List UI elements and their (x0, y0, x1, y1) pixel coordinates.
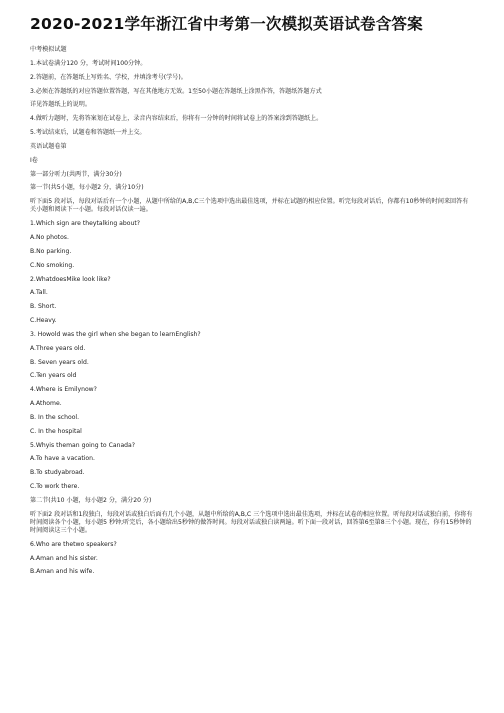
text-line: A.No photos. (30, 233, 69, 241)
text-line: B. Short. (30, 303, 57, 311)
text-line: C. In the hospital (30, 427, 82, 435)
text-line: 英语试题卷第 (30, 142, 67, 150)
text-line: 1.Which sign are theytalking about? (30, 220, 140, 228)
text-line: A.Aman and his sister. (30, 554, 98, 562)
page-title: 2020-2021学年浙江省中考第一次模拟英语试卷含答案 (30, 15, 423, 33)
text-line: C.Heavy. (30, 317, 57, 325)
text-line: 听下面2 段对话和1段独白，每段对话或独白后面有几个小题，从题中所给的A,B,C 三个选项中选出最佳选项，并标在试卷的相应位置。听每段对话或独白前，你将有时间阅读各个小题，每小题5 秒钟;听完后，各小题给出5秒钟的做答时间。每段对话或独白读两遍。听下面一段对话，回答第6至第8三个小题。现在，你有15秒钟的时间阅读这三个小题。 (30, 510, 473, 534)
text-line: 3. Howold was the girl when she began to learnEnglish? (30, 330, 201, 338)
text-line: B. In the school. (30, 413, 80, 421)
text-line: 5.考试结束后，试题卷和答题纸一并上交。 (30, 129, 146, 137)
text-line: 第二节(共10 小题，每小题2 分，满分20 分) (30, 497, 152, 504)
text-line: B. Seven years old. (30, 358, 89, 366)
text-line: B.Aman and his wife. (30, 568, 95, 576)
text-line: 2.答题前，在答题纸上写姓名、学校，并填涂考号(学号)。 (30, 73, 187, 81)
text-line: 第一部分听力(共两节，满分30分) (30, 170, 122, 178)
text-line: 5.Whyis theman going to Canada? (30, 441, 136, 449)
text-line: 1.本试卷满分120 分，考试时间100分钟。 (30, 59, 147, 67)
text-line: B.No parking. (30, 247, 72, 255)
text-line: A.Tall. (30, 289, 48, 297)
document-body (30, 46, 474, 576)
text-line: C.To work there. (30, 483, 80, 491)
text-line: 中考模拟试题 (30, 46, 67, 53)
text-line: 2.WhatdoesMike look like? (30, 275, 111, 283)
text-line: B.To studyabroad. (30, 469, 85, 477)
text-line: 4.Where is Emilynow? (30, 386, 97, 394)
text-line: 3.必须在答题纸的对应答题位置答题，写在其他地方无效。1至50小题在答题纸上涂黑作答，答题纸答题方式 (30, 87, 322, 95)
text-line: I卷 (30, 156, 38, 164)
text-line: 听下面5 段对话，每段对话后有一个小题，从题中所给的A,B,C三个选项中选出最佳选项，并标在试题的相应位置。听完每段对话后，你都有10秒钟的时间来回答有关小题和阅读下一小题。每段对话仅读一遍。 (30, 198, 469, 214)
text-line: A.Three years old. (30, 344, 86, 352)
text-line: 6.Who are thetwo speakers? (30, 540, 117, 548)
text-line: C.No smoking. (30, 261, 75, 269)
text-line: C.Ten years old (30, 372, 77, 380)
text-line: A.To have a vacation. (30, 455, 95, 463)
text-line: A.Athome. (30, 400, 62, 408)
text-line: 4.做听力题时，先将答案划在试卷上，录音内容结束后，你将有一分钟的时间将试卷上的答案涂到答题纸上。 (30, 115, 323, 123)
text-line: 第一节(共5小题，每小题2 分，满分10分) (30, 184, 144, 192)
text-line: 详见答题纸上的说明。 (30, 101, 91, 109)
